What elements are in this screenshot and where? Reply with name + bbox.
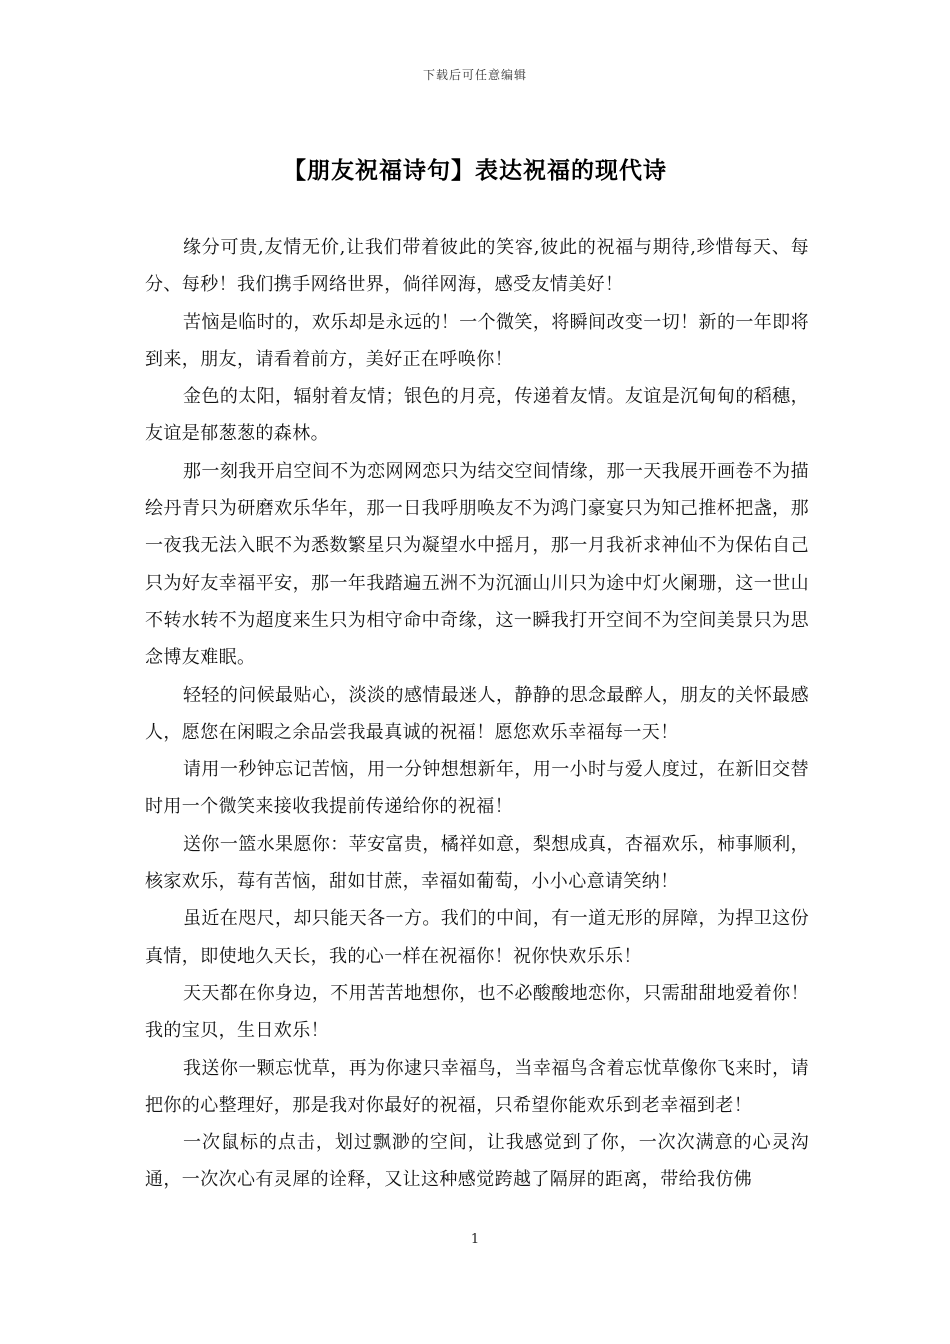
document-title: 【朋友祝福诗句】表达祝福的现代诗 <box>283 157 667 184</box>
paragraph: 送你一篮水果愿你：苹安富贵，橘祥如意，梨想成真，杏福欢乐，柿事顺利，核家欢乐，莓有苦恼，甜如甘蔗，幸福如葡萄，小小心意请笑纳！ <box>145 833 809 893</box>
paragraph: 缘分可贵,友情无价,让我们带着彼此的笑容,彼此的祝福与期待,珍惜每天、每分、每秒！我们携手网络世界，倘徉网海，感受友情美好！ <box>145 237 809 296</box>
paragraph: 一次鼠标的点击，划过飘渺的空间，让我感觉到了你，一次次满意的心灵沟通，一次次心有灵犀的诠释，又让这种感觉跨越了隔屏的距离，带给我仿佛 <box>145 1132 809 1191</box>
paragraph: 天天都在你身边，不用苦苦地想你，也不必酸酸地恋你，只需甜甜地爱着你！我的宝贝，生日欢乐！ <box>145 982 809 1042</box>
page-header-note: 下载后可任意编辑 <box>422 68 527 82</box>
paragraph: 金色的太阳，辐射着友情；银色的月亮，传递着友情。友谊是沉甸甸的稻穗，友谊是郁葱葱的森林。 <box>145 386 809 445</box>
paragraph: 苦恼是临时的，欢乐却是永远的！一个微笑，将瞬间改变一切！新的一年即将到来，朋友，请看着前方，美好正在呼唤你！ <box>145 311 809 370</box>
paragraph: 虽近在咫尺，却只能天各一方。我们的中间，有一道无形的屏障，为捍卫这份真情，即使地久天长，我的心一样在祝福你！祝你快欢乐乐！ <box>145 908 809 967</box>
paragraph: 那一刻我开启空间不为恋网网恋只为结交空间情缘，那一天我展开画卷不为描绘丹青只为研磨欢乐华年，那一日我呼朋唤友不为鸿门豪宴只为知己推杯把盏，那一夜我无法入眠不为悉数繁星只为凝望水中摇月，那一月我祈求神仙不为保佑自己只为好友幸福平安，那一年我踏遍五洲不为沉湎山川只为途中灯火阑珊，这一世山不转水转不为超度来生只为相守命中奇缘，这一瞬我打开空间不为空间美景只为思念博友难眠。 <box>145 460 809 669</box>
paragraph: 轻轻的问候最贴心，淡淡的感情最迷人，静静的思念最醉人，朋友的关怀最感人，愿您在闲暇之余品尝我最真诚的祝福！愿您欢乐幸福每一天！ <box>145 684 809 743</box>
paragraph: 我送你一颗忘忧草，再为你逮只幸福鸟，当幸福鸟含着忘忧草像你飞来时，请把你的心整理好，那是我对你最好的祝福，只希望你能欢乐到老幸福到老！ <box>145 1057 809 1116</box>
document-body <box>145 229 809 1199</box>
page-number: 1 <box>470 1232 480 1247</box>
paragraph: 请用一秒钟忘记苦恼，用一分钟想想新年，用一小时与爱人度过，在新旧交替时用一个微笑来接收我提前传递给你的祝福！ <box>145 759 809 818</box>
